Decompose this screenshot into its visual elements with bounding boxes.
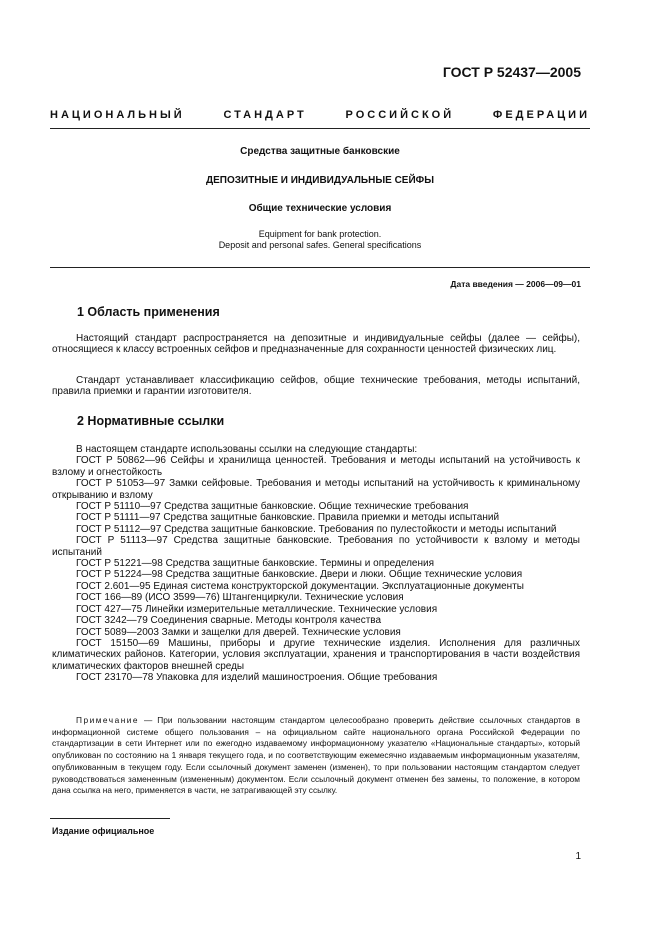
reference-item: ГОСТ Р 51113—97 Средства защитные банковские. Требования по устойчивости к взлому и методы испытаний <box>52 535 580 558</box>
standard-subtitle: Средства защитные банковские <box>240 146 400 157</box>
english-title-line-2: Deposit and personal safes. General specifications <box>218 240 422 250</box>
section-1-heading: 1 Область применения <box>77 305 220 319</box>
national-standard-heading: НАЦИОНАЛЬНЫЙ СТАНДАРТ РОССИЙСКОЙ ФЕДЕРАЦИИ <box>50 109 590 121</box>
standard-title: ДЕПОЗИТНЫЕ И ИНДИВИДУАЛЬНЫЕ СЕЙФЫ <box>205 175 434 186</box>
reference-item: ГОСТ 2.601—95 Единая система конструкторской документации. Эксплуатационные документы <box>76 580 524 592</box>
reference-item: ГОСТ Р 51053—97 Замки сейфовые. Требования и методы испытаний на устойчивость к криминальному открыванию и взлому <box>52 478 580 501</box>
page-number: 1 <box>575 851 581 862</box>
section-2-heading: 2 Нормативные ссылки <box>77 414 225 428</box>
note-text: — При пользовании настоящим стандартом целесообразно проверить действие ссылочных стандартов в информационной системе общего пользования – на официальном сайте национального органа Российской Федерации по стандартизации в сети Интернет или по ежегодно издаваемому информационному указателю «Национальные стандарты», который опубликован по состоянию на 1 января текущего года, и по соответствующим ежемесячно издаваемым информационным указателям, опубликованным в текущем году. Если ссылочный документ заменен (изменен), то при пользовании настоящим стандартом следует руководствоваться замененным (измененным) документом. Если ссылочный документ отменен без замены, то положение, в котором дана ссылка на него, применяется в части, не затрагивающей эту ссылку. <box>52 715 580 796</box>
reference-item: ГОСТ 23170—78 Упаковка для изделий машиностроения. Общие требования <box>76 672 438 684</box>
note-label: Примечание <box>76 715 140 725</box>
document-code: ГОСТ Р 52437—2005 <box>442 64 581 80</box>
reference-item: ГОСТ 15150—69 Машины, приборы и другие технические изделия. Исполнения для различных климатических районов. Категории, условия эксплуатации, хранения и транспортирования в части воздействия климатических факторов внешней среды <box>52 637 580 672</box>
english-title-line-1: Equipment for bank protection. <box>258 229 382 239</box>
reference-item: ГОСТ Р 50862—96 Сейфы и хранилища ценностей. Требования и методы испытаний на устойчивость к взлому и огнестойкость <box>52 455 580 478</box>
section-1-paragraph-2 <box>52 375 580 398</box>
reference-item: ГОСТ 5089—2003 Замки и защелки для дверей. Технические условия <box>76 626 401 638</box>
title-divider <box>50 267 590 268</box>
official-edition-label: Издание официальное <box>52 826 155 836</box>
normative-references <box>52 444 580 684</box>
introduction-date: Дата введения — 2006—09—01 <box>450 279 581 289</box>
reference-item: ГОСТ 166—89 (ИСО 3599—76) Штангенциркули. Технические условия <box>76 592 404 604</box>
reference-item: ГОСТ Р 51221—98 Средства защитные банковские. Термины и определения <box>76 558 434 570</box>
section-1-paragraph-2-text: Стандарт устанавливает классификацию сейфов, общие технические требования, методы испытаний, правила приемки и гарантии изготовителя. <box>52 375 580 398</box>
footer-divider <box>50 818 170 819</box>
top-divider <box>50 128 590 129</box>
reference-item: ГОСТ 427—75 Линейки измерительные металлические. Технические условия <box>76 603 438 615</box>
references-intro: В настоящем стандарте использованы ссылки на следующие стандарты: <box>76 444 418 455</box>
reference-item: ГОСТ Р 51110—97 Средства защитные банковские. Общие технические требования <box>76 501 469 513</box>
reference-item: ГОСТ Р 51224—98 Средства защитные банковские. Двери и люки. Общие технические условия <box>76 569 523 581</box>
standard-conditions: Общие технические условия <box>248 203 392 214</box>
section-1-paragraph-1-text: Настоящий стандарт распространяется на депозитные и индивидуальные сейфы (далее — сейфы), относящиеся к классу встроенных сейфов и предназначенные для сохранности ценностей физических лиц. <box>52 333 580 356</box>
note-block <box>52 715 580 797</box>
section-1-paragraph-1 <box>52 333 580 356</box>
reference-item: ГОСТ Р 51112—97 Средства защитные банковские. Требования по пулестойкости и методы испытаний <box>76 523 557 535</box>
reference-item: ГОСТ 3242—79 Соединения сварные. Методы контроля качества <box>76 615 382 627</box>
reference-item: ГОСТ Р 51111—97 Средства защитные банковские. Правила приемки и методы испытаний <box>76 512 500 524</box>
